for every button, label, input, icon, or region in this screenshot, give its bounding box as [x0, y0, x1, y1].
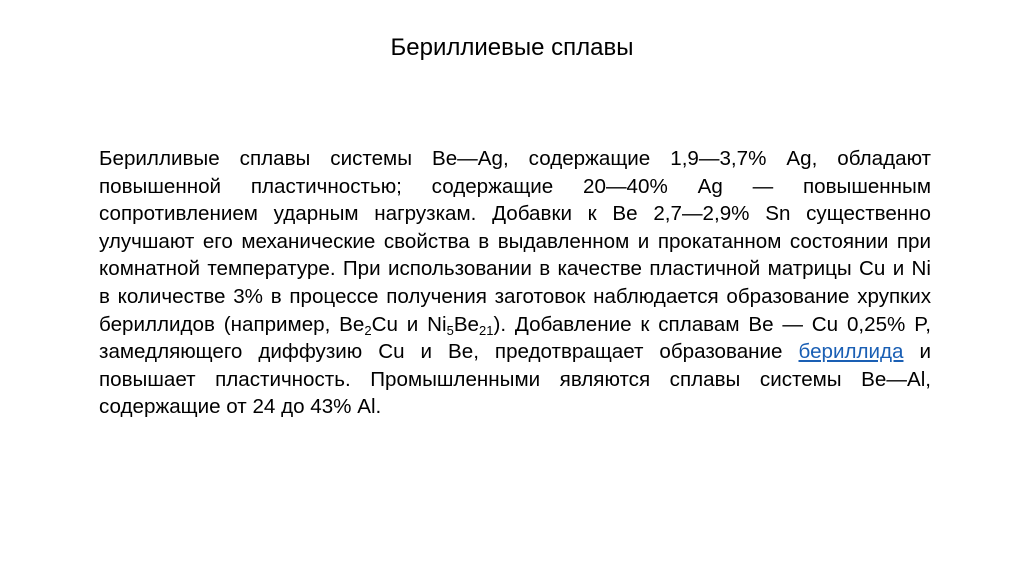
subscript: 2	[364, 322, 372, 338]
body-text-segment: ). Добавление к сплавам Be — Cu 0,25% P, замедляющего диффузию Cu и Be, предотвращает образование	[99, 312, 931, 364]
body-text-segment: Be	[453, 312, 480, 336]
slide-title: Бериллиевые сплавы	[390, 34, 634, 61]
subscript: 5	[446, 322, 454, 338]
beryllide-link[interactable]: бериллида	[798, 340, 904, 364]
slide-body-paragraph	[99, 145, 931, 421]
body-text-segment: Cu и Ni	[371, 312, 447, 336]
body-text-segment: Берилливые сплавы системы Be—Ag, содержащие 1,9—3,7% Ag, обладают повышенной пластичностью; содержащие 20—40% Ag — повышенным сопротивлением ударным нагрузкам. Добавки к Be 2,7—2,9% Sn существенно улучшают его механические свойства в выдавленном и прокатанном состоянии при комнатной температуре. При использовании в качестве пластичной матрицы Cu и Ni в количестве 3% в процессе получения заготовок наблюдается образование хрупких бериллидов (например, Be	[99, 147, 931, 336]
subscript: 21	[479, 322, 494, 338]
body-text-segment: и повышает пластичность. Промышленными являются сплавы системы Be—Al, содержащие от 24 до 43% Al.	[99, 340, 931, 419]
